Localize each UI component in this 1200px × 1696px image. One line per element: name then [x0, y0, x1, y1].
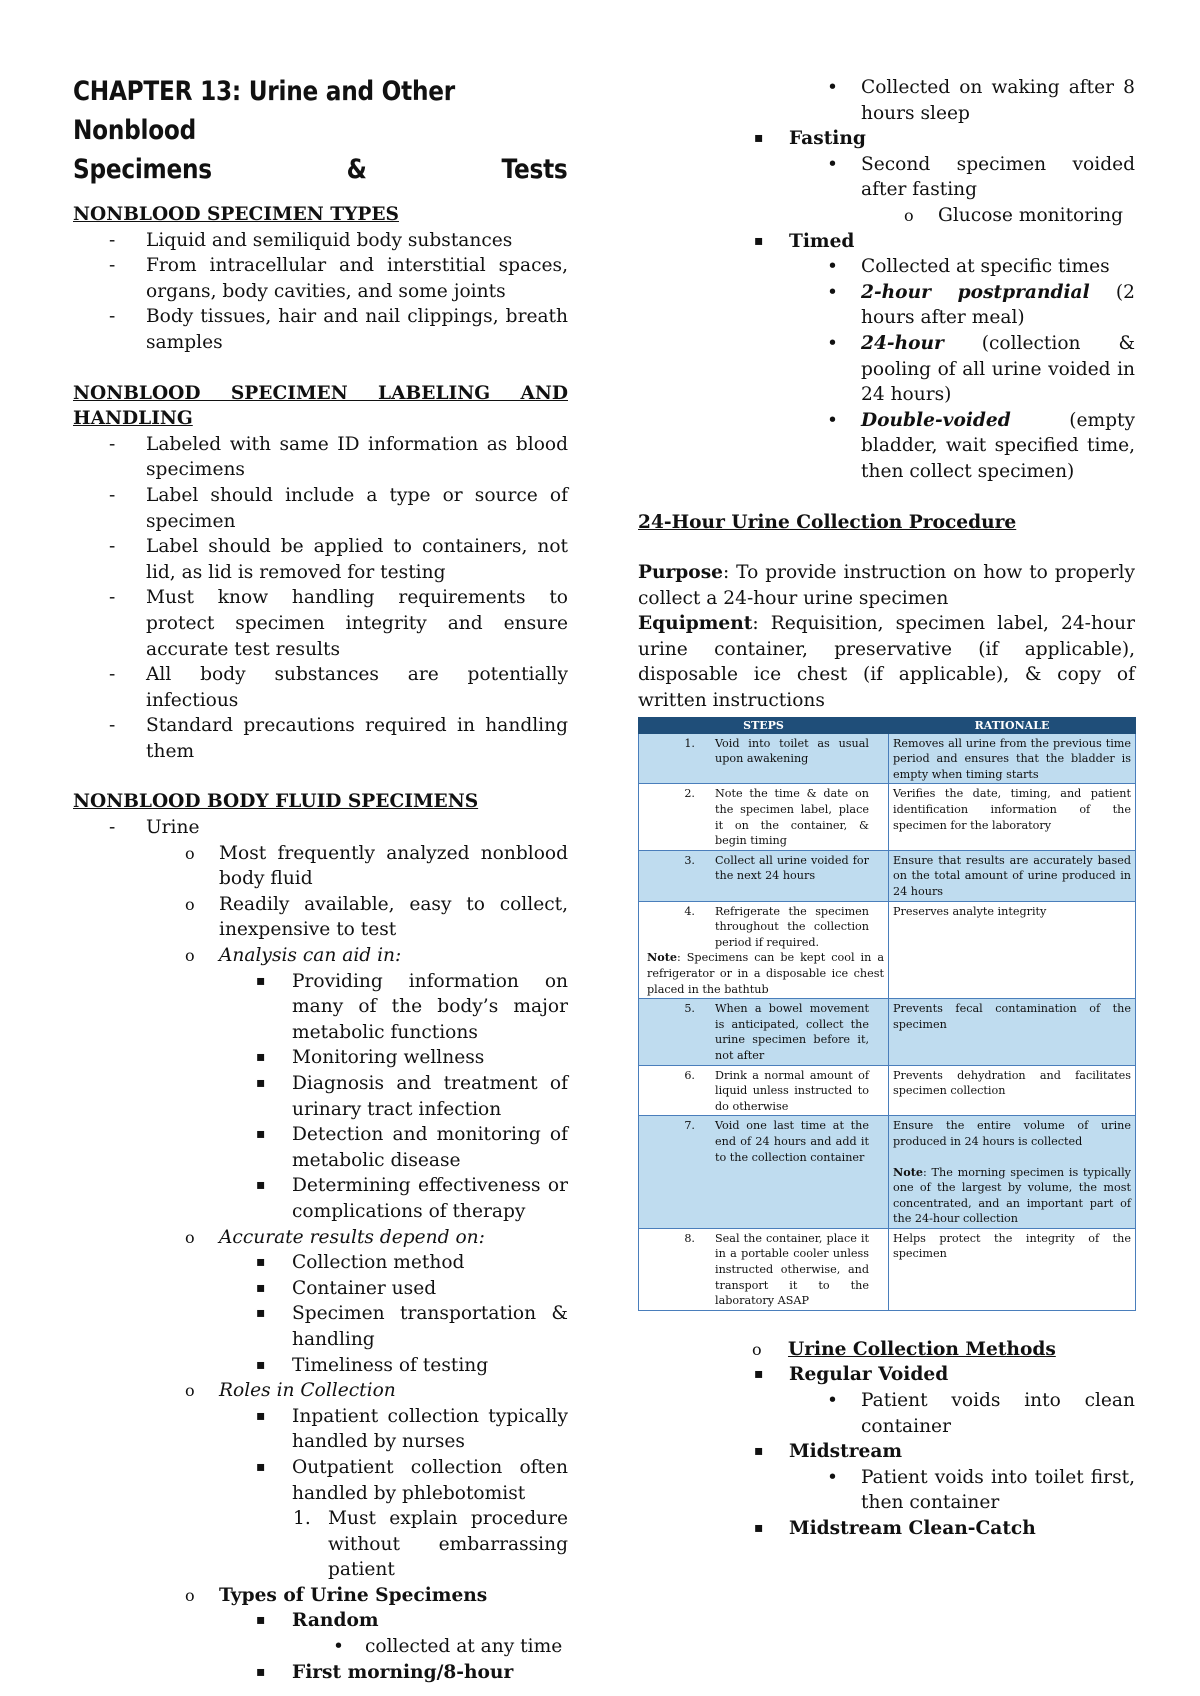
list-item: ▪ Inpatient collection typically handled by nurses: [256, 1405, 568, 1453]
table-row: 4. Refrigerate the specimen throughout the collection period if required. Note: Specimens can be kept cool in a refrigerator or in a disposable ice chest placed in the bathtub Preserves analyte integrity: [639, 901, 1136, 999]
list-item: ▪ Collection method: [256, 1252, 465, 1274]
list-item: o Readily available, easy to collect, inexpensive to test: [185, 893, 568, 941]
list-item: - Must know handling requirements to protect specimen integrity and ensure accurate test results: [109, 587, 568, 660]
collection-methods-section: [638, 1337, 1135, 1542]
list-item: • Double-voided (empty bladder, wait specified time, then collect specimen): [827, 409, 1135, 482]
table-header-steps: STEPS: [639, 717, 889, 733]
list-item: o Accurate results depend on:: [185, 1226, 485, 1248]
list-item: • 24-hour (collection & pooling of all urine voided in 24 hours): [827, 332, 1135, 406]
purpose-paragraph: Purpose: To provide instruction on how to properly collect a 24-hour urine specimen: [638, 562, 1135, 609]
list-item: ▪ Regular Voided: [754, 1364, 949, 1386]
list-item: o Urine Collection Methods: [752, 1338, 1056, 1360]
chapter-title-line2: Specimens & Tests: [73, 154, 568, 185]
table-row: 1. Void into toilet as usual upon awakening Removes all urine from the previous time period and ensures that the bladder is empty when timing starts: [639, 733, 1136, 784]
list-item: ▪ Diagnosis and treatment of urinary tract infection: [256, 1073, 568, 1120]
table-row: 8. Seal the container, place it in a portable cooler unless instructed otherwise, and transport it to the laboratory ASAP Helps protect the integrity of the specimen: [639, 1228, 1136, 1310]
list-item: ▪ Random: [256, 1610, 379, 1632]
list-item: • Patient voids into clean container: [827, 1390, 1135, 1437]
list-item: o Glucose monitoring: [904, 204, 1123, 226]
table-row: 5. When a bowel movement is anticipated, collect the urine specimen before it, not after Prevents fecal contamination of the specimen: [639, 999, 1136, 1065]
urine-specimen-types-cont: [638, 75, 1135, 485]
chapter-title-line1: CHAPTER 13: Urine and Other Nonblood: [73, 76, 455, 146]
list-item: ▪ First morning/8-hour: [256, 1661, 514, 1683]
list-item: ▪ Fasting: [754, 128, 866, 150]
list-item: - Liquid and semiliquid body substances: [109, 229, 513, 251]
list-item: ▪ Providing information on many of the body’s major metabolic functions: [256, 970, 568, 1043]
list-item: - All body substances are potentially infectious: [109, 664, 568, 711]
list-item: ▪ Midstream: [754, 1441, 903, 1463]
list-item: o Types of Urine Specimens: [185, 1584, 488, 1606]
section-heading: NONBLOOD SPECIMEN TYPES: [73, 204, 399, 225]
table-row: 6. Drink a normal amount of liquid unless instructed to do otherwise Prevents dehydration and facilitates specimen collection: [639, 1065, 1136, 1116]
table-header-row: [639, 717, 1136, 733]
list-item: - Label should include a type or source of specimen: [109, 484, 568, 532]
left-column: [73, 0, 568, 1685]
list-item: - Labeled with same ID information as blood specimens: [109, 433, 568, 481]
section-heading: NONBLOOD SPECIMEN LABELING AND HANDLING: [73, 382, 568, 430]
list-item: ▪ Midstream Clean-Catch: [754, 1518, 1036, 1539]
right-column: [638, 0, 1135, 1542]
list-item: o Roles in Collection: [185, 1380, 396, 1402]
table-row: 2. Note the time & date on the specimen label, place it on the container, & begin timing Verifies the date, timing, and patient identification information of the specimen for the laboratory: [639, 784, 1136, 850]
list-item: • Collected on waking after 8 hours sleep: [827, 77, 1135, 124]
list-item: ▪ Monitoring wellness: [256, 1047, 485, 1069]
list-item: - From intracellular and interstitial spaces, organs, body cavities, and some joints: [109, 255, 568, 302]
section-heading: NONBLOOD BODY FLUID SPECIMENS: [73, 791, 479, 813]
list-item: - Label should be applied to containers, not lid, as lid is removed for testing: [109, 536, 568, 583]
equipment-paragraph: Equipment: Requisition, specimen label, 24-hour urine container, preservative (if applicable), disposable ice chest (if applicable), & copy of written instructions: [638, 613, 1135, 712]
section-labeling-handling: [73, 381, 568, 765]
list-item: ▪ Determining effectiveness or complications of therapy: [256, 1175, 568, 1222]
list-item: 1. Must explain procedure without embarrassing patient: [293, 1508, 568, 1581]
procedure-table: [638, 717, 1136, 1311]
list-item: ▪ Timed: [754, 230, 855, 252]
list-item: ▪ Container used: [256, 1277, 437, 1299]
list-item: ▪ Specimen transportation & handling: [256, 1303, 568, 1350]
table-header-rationale: RATIONALE: [889, 717, 1136, 733]
list-item: • Collected at specific times: [827, 256, 1110, 278]
section-specimen-types: [73, 202, 568, 356]
list-item: o Analysis can aid in:: [185, 945, 402, 967]
list-item: ▪ Timeliness of testing: [256, 1354, 489, 1376]
list-item: o Most frequently analyzed nonblood body fluid: [185, 842, 568, 890]
list-item: ▪ Outpatient collection often handled by phlebotomist: [256, 1456, 568, 1504]
procedure-heading: 24-Hour Urine Collection Procedure: [638, 511, 1017, 533]
list-item: • collected at any time: [333, 1636, 563, 1658]
list-item: ▪ Detection and monitoring of metabolic disease: [256, 1124, 568, 1171]
procedure-section: [638, 510, 1135, 714]
chapter-title: [73, 72, 568, 189]
list-item: - Urine: [109, 817, 200, 839]
list-item: • 2-hour postprandial (2 hours after meal): [827, 281, 1135, 329]
list-item: - Body tissues, hair and nail clippings, breath samples: [109, 306, 568, 353]
table-row: 3. Collect all urine voided for the next 24 hours Ensure that results are accurately based on the total amount of urine produced in 24 hours: [639, 850, 1136, 901]
list-item: • Second specimen voided after fasting: [827, 153, 1135, 201]
table-row: 7. Void one last time at the end of 24 hours and add it to the collection container Ensure the entire volume of urine produced in 24 hours is collected Note: The morning specimen is typically one of the largest by volume, the most concentrated, and an important part of the 24-hour collection: [639, 1116, 1136, 1229]
section-body-fluid-specimens: [73, 789, 568, 1685]
list-item: - Standard precautions required in handling them: [109, 715, 568, 762]
list-item: • Patient voids into toilet first, then container: [827, 1466, 1135, 1514]
